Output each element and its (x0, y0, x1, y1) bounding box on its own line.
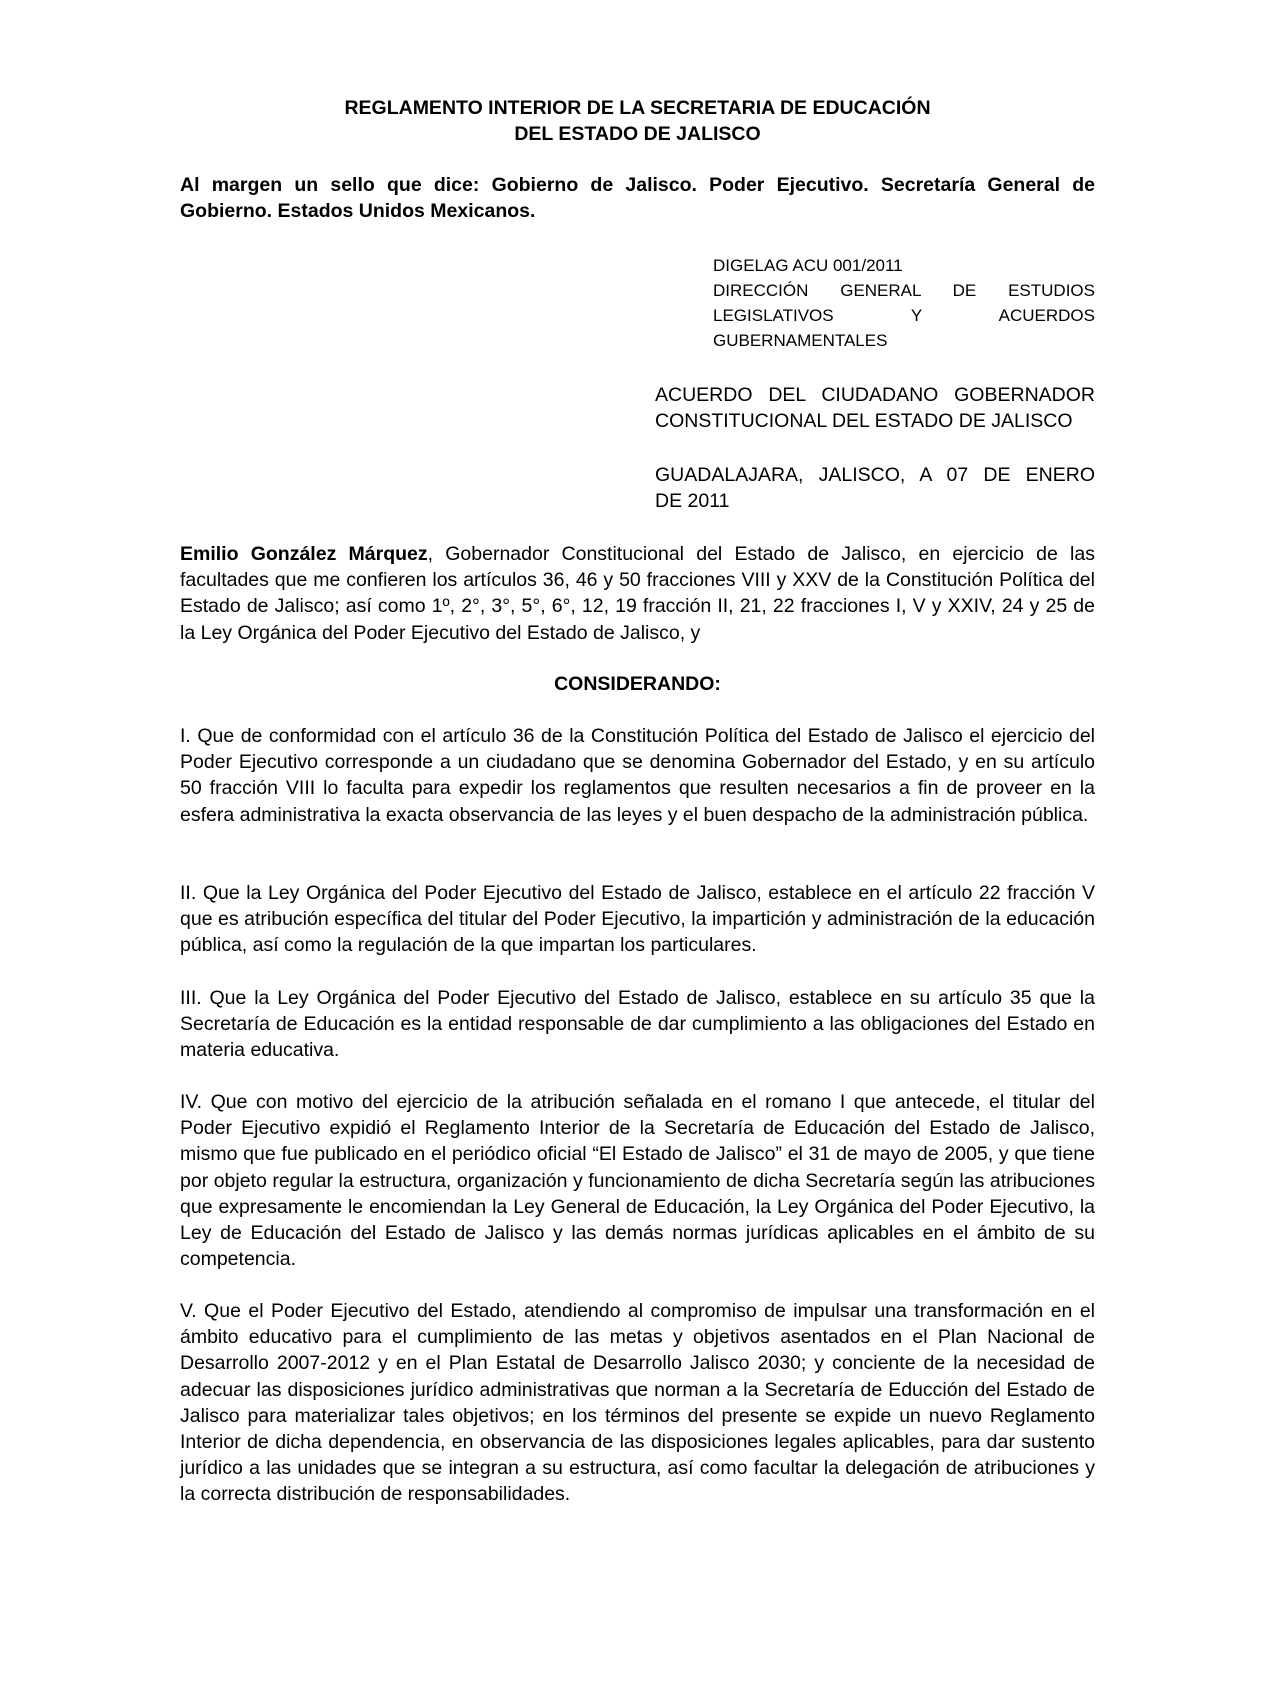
place-date-line-1: GUADALAJARA, JALISCO, A 07 DE ENERO (655, 464, 1095, 486)
intro-text: , Gobernador Constitucional del Estado de Jalisco, en ejercicio de las facultades que me confieren los artículos 36, 46 y 50 fracciones VIII y XXV de la Constitución Política del Estado de Jalisco; así como 1º, 2°, 3°, 5°, 6°, 12, 19 fracción II, 21, 22 fracciones I, V y XXIV, 24 y 25 de la Ley Orgánica del Poder Ejecutivo del Estado de Jalisco, y (180, 543, 1095, 644)
digelag-line-1: DIGELAG ACU 001/2011 (713, 256, 903, 275)
digelag-line-3: LEGISLATIVOS Y ACUERDOS (713, 306, 1095, 325)
digelag-line-4: GUBERNAMENTALES (713, 331, 888, 350)
considerando-paragraph-3: III. Que la Ley Orgánica del Poder Ejecutivo del Estado de Jalisco, establece en su artículo 35 que la Secretaría de Educación es la entidad responsable de dar cumplimiento a las obligaciones del Estado en materia educativa. (180, 987, 1095, 1062)
acuerdo-line-2: CONSTITUCIONAL DEL ESTADO DE JALISCO (655, 410, 1073, 432)
considerando-paragraph-2: II. Que la Ley Orgánica del Poder Ejecutivo del Estado de Jalisco, establece en el artículo 22 fracción V que es atribución específica del titular del Poder Ejecutivo, la impartición y administración de la educación pública, así como la regulación de la que impartan los particulares. (180, 882, 1095, 957)
considerando-paragraph-1: I. Que de conformidad con el artículo 36 de la Constitución Política del Estado de Jalisco el ejercicio del Poder Ejecutivo corresponde a un ciudadano que se denomina Gobernador del Estado, y en su artículo 50 fracción VIII lo faculta para expedir los reglamentos que resulten necesarios a fin de proveer en la esfera administrativa la exacta observancia de las leyes y el buen despacho de la administración pública. (180, 725, 1095, 826)
title-line-1: REGLAMENTO INTERIOR DE LA SECRETARIA DE EDUCACIÓN (344, 97, 931, 119)
digelag-block (713, 253, 1095, 353)
governor-name: Emilio González Márquez (180, 543, 428, 565)
considerando-heading: CONSIDERANDO: (554, 673, 721, 695)
acuerdo-block (655, 382, 1095, 434)
considerando-paragraph-4: IV. Que con motivo del ejercicio de la atribución señalada en el romano I que antecede, el titular del Poder Ejecutivo expidió el Reglamento Interior de la Secretaría de Educación del Estado de Jalisco, mismo que fue publicado en el periódico oficial “El Estado de Jalisco” el 31 de mayo de 2005, y que tiene por objeto regular la estructura, organización y funcionamiento de dicha Secretaría según las atribuciones que expresamente le encomiendan la Ley General de Educación, la Ley Orgánica del Poder Ejecutivo, la Ley de Educación del Estado de Jalisco y las demás normas jurídicas aplicables en el ámbito de su competencia. (180, 1091, 1095, 1271)
document-title (180, 95, 1095, 147)
title-line-2: DEL ESTADO DE JALISCO (514, 123, 761, 145)
seal-notice: Al margen un sello que dice: Gobierno de Jalisco. Poder Ejecutivo. Secretaría General de Gobierno. Estados Unidos Mexicanos. (180, 174, 1095, 222)
place-date-line-2: DE 2011 (655, 490, 730, 512)
acuerdo-line-1: ACUERDO DEL CIUDADANO GOBERNADOR (655, 384, 1095, 406)
place-date-block (655, 462, 1095, 514)
considerando-paragraph-5: V. Que el Poder Ejecutivo del Estado, atendiendo al compromiso de impulsar una transformación en el ámbito educativo para el cumplimiento de las metas y objetivos asentados en el Plan Nacional de Desarrollo 2007-2012 y en el Plan Estatal de Desarrollo Jalisco 2030; y conciente de la necesidad de adecuar las disposiciones jurídico administrativas que norman a la Secretaría de Educción del Estado de Jalisco para materializar tales objetivos; en los términos del presente se expide un nuevo Reglamento Interior de dicha dependencia, en observancia de las disposiciones legales aplicables, para dar sustento jurídico a las unidades que se integran a su estructura, así como facultar la delegación de atribuciones y la correcta distribución de responsabilidades. (180, 1300, 1095, 1506)
intro-paragraph (180, 541, 1095, 646)
digelag-line-2: DIRECCIÓN GENERAL DE ESTUDIOS (713, 281, 1095, 300)
